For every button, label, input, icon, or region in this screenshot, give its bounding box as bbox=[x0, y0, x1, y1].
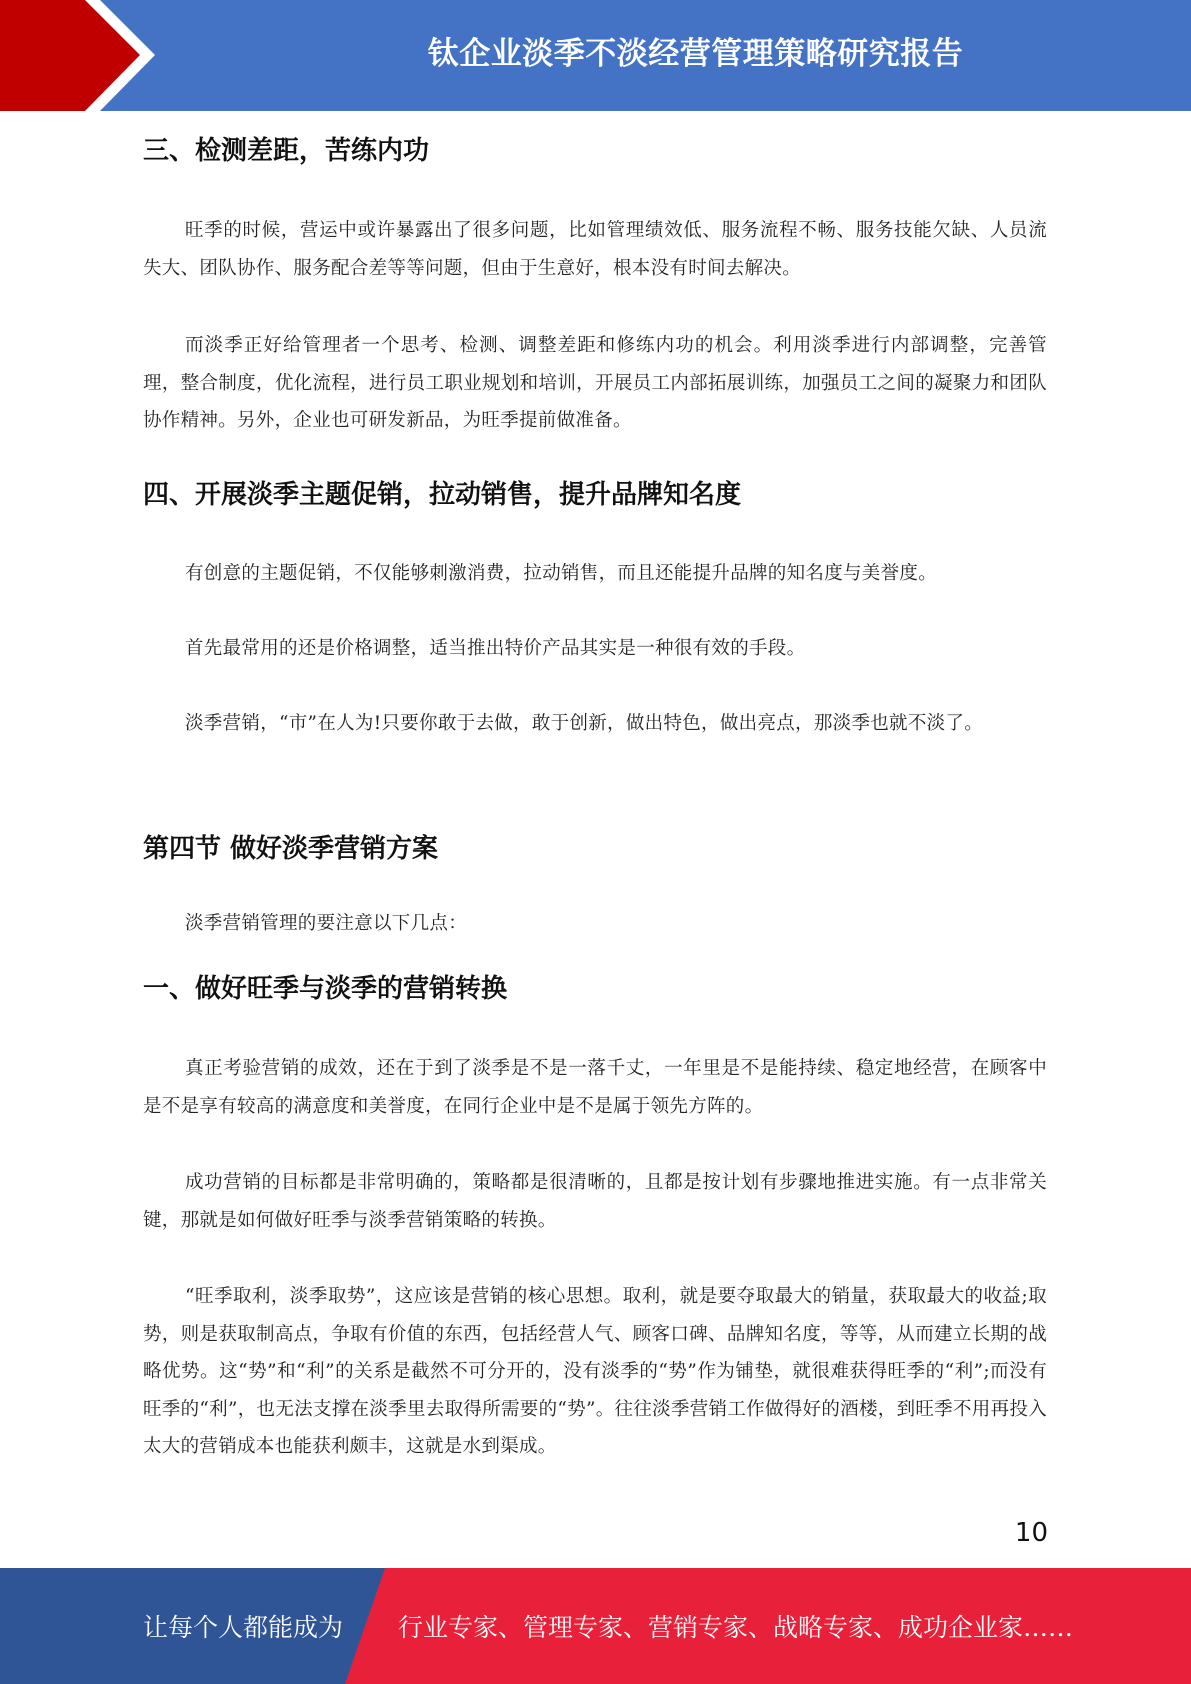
section-heading-2: 四、开展淡季主题促销，拉动销售，提升品牌知名度 bbox=[143, 480, 742, 510]
footer-slogan-right: 行业专家、管理专家、营销专家、战略专家、成功企业家…… bbox=[398, 1613, 1074, 1642]
paragraph: 首先最常用的还是价格调整，适当推出特价产品其实是一种很有效的手段。 bbox=[185, 638, 806, 659]
page-footer bbox=[0, 1568, 1191, 1684]
footer-slogan-left: 让每个人都能成为 bbox=[143, 1613, 344, 1642]
section-heading-4: 一、做好旺季与淡季的营销转换 bbox=[143, 974, 508, 1004]
paragraph: 有创意的主题促销，不仅能够刺激消费，拉动销售，而且还能提升品牌的知名度与美誉度。 bbox=[185, 563, 938, 584]
paragraph: 真正考验营销的成效，还在于到了淡季是不是一落千丈，一年里是不是能持续、稳定地经营，在顾客中是不是享有较高的满意度和美誉度，在同行企业中是不是属于领先方阵的。 bbox=[143, 1058, 1047, 1117]
section-heading-1: 三、检测差距，苦练内功 bbox=[143, 136, 430, 166]
page-header bbox=[0, 0, 1191, 111]
paragraph: 成功营销的目标都是非常明确的，策略都是很清晰的，且都是按计划有步骤地推进实施。有一点非常关键，那就是如何做好旺季与淡季营销策略的转换。 bbox=[143, 1172, 1047, 1231]
paragraph: 旺季的时候，营运中或许暴露出了很多问题，比如管理绩效低、服务流程不畅、服务技能欠缺、人员流失大、团队协作、服务配合差等等问题，但由于生意好，根本没有时间去解决。 bbox=[143, 220, 1047, 279]
paragraph: “旺季取利，淡季取势”，这应该是营销的核心思想。取利，就是要夺取最大的销量，获取最大的收益;取势，则是获取制高点，争取有价值的东西，包括经营人气、顾客口碑、品牌知名度，等等，从而建立长期的战略优势。这“势”和“利”的关系是截然不可分开的，没有淡季的“势”作为铺垫，就很难获得旺季的“利”;而没有旺季的“利”，也无法支撑在淡季里去取得所需要的“势”。往往淡季营销工作做得好的酒楼，到旺季不用再投入太大的营销成本也能获利颇丰，这就是水到渠成。 bbox=[143, 1286, 1047, 1457]
paragraph: 而淡季正好给管理者一个思考、检测、调整差距和修练内功的机会。利用淡季进行内部调整，完善管理，整合制度，优化流程，进行员工职业规划和培训，开展员工内部拓展训练，加强员工之间的凝聚力和团队协作精神。另外，企业也可研发新品，为旺季提前做准备。 bbox=[143, 335, 1047, 431]
paragraph: 淡季营销管理的要注意以下几点： bbox=[185, 913, 468, 934]
paragraph: 淡季营销，“市”在人为!只要你敢于去做，敢于创新，做出特色，做出亮点，那淡季也就不淡了。 bbox=[185, 713, 984, 734]
report-title: 钛企业淡季不淡经营管理策略研究报告 bbox=[427, 35, 964, 72]
page-number: 10 bbox=[1014, 1518, 1048, 1548]
section-heading-3: 第四节 做好淡季营销方案 bbox=[143, 834, 439, 864]
